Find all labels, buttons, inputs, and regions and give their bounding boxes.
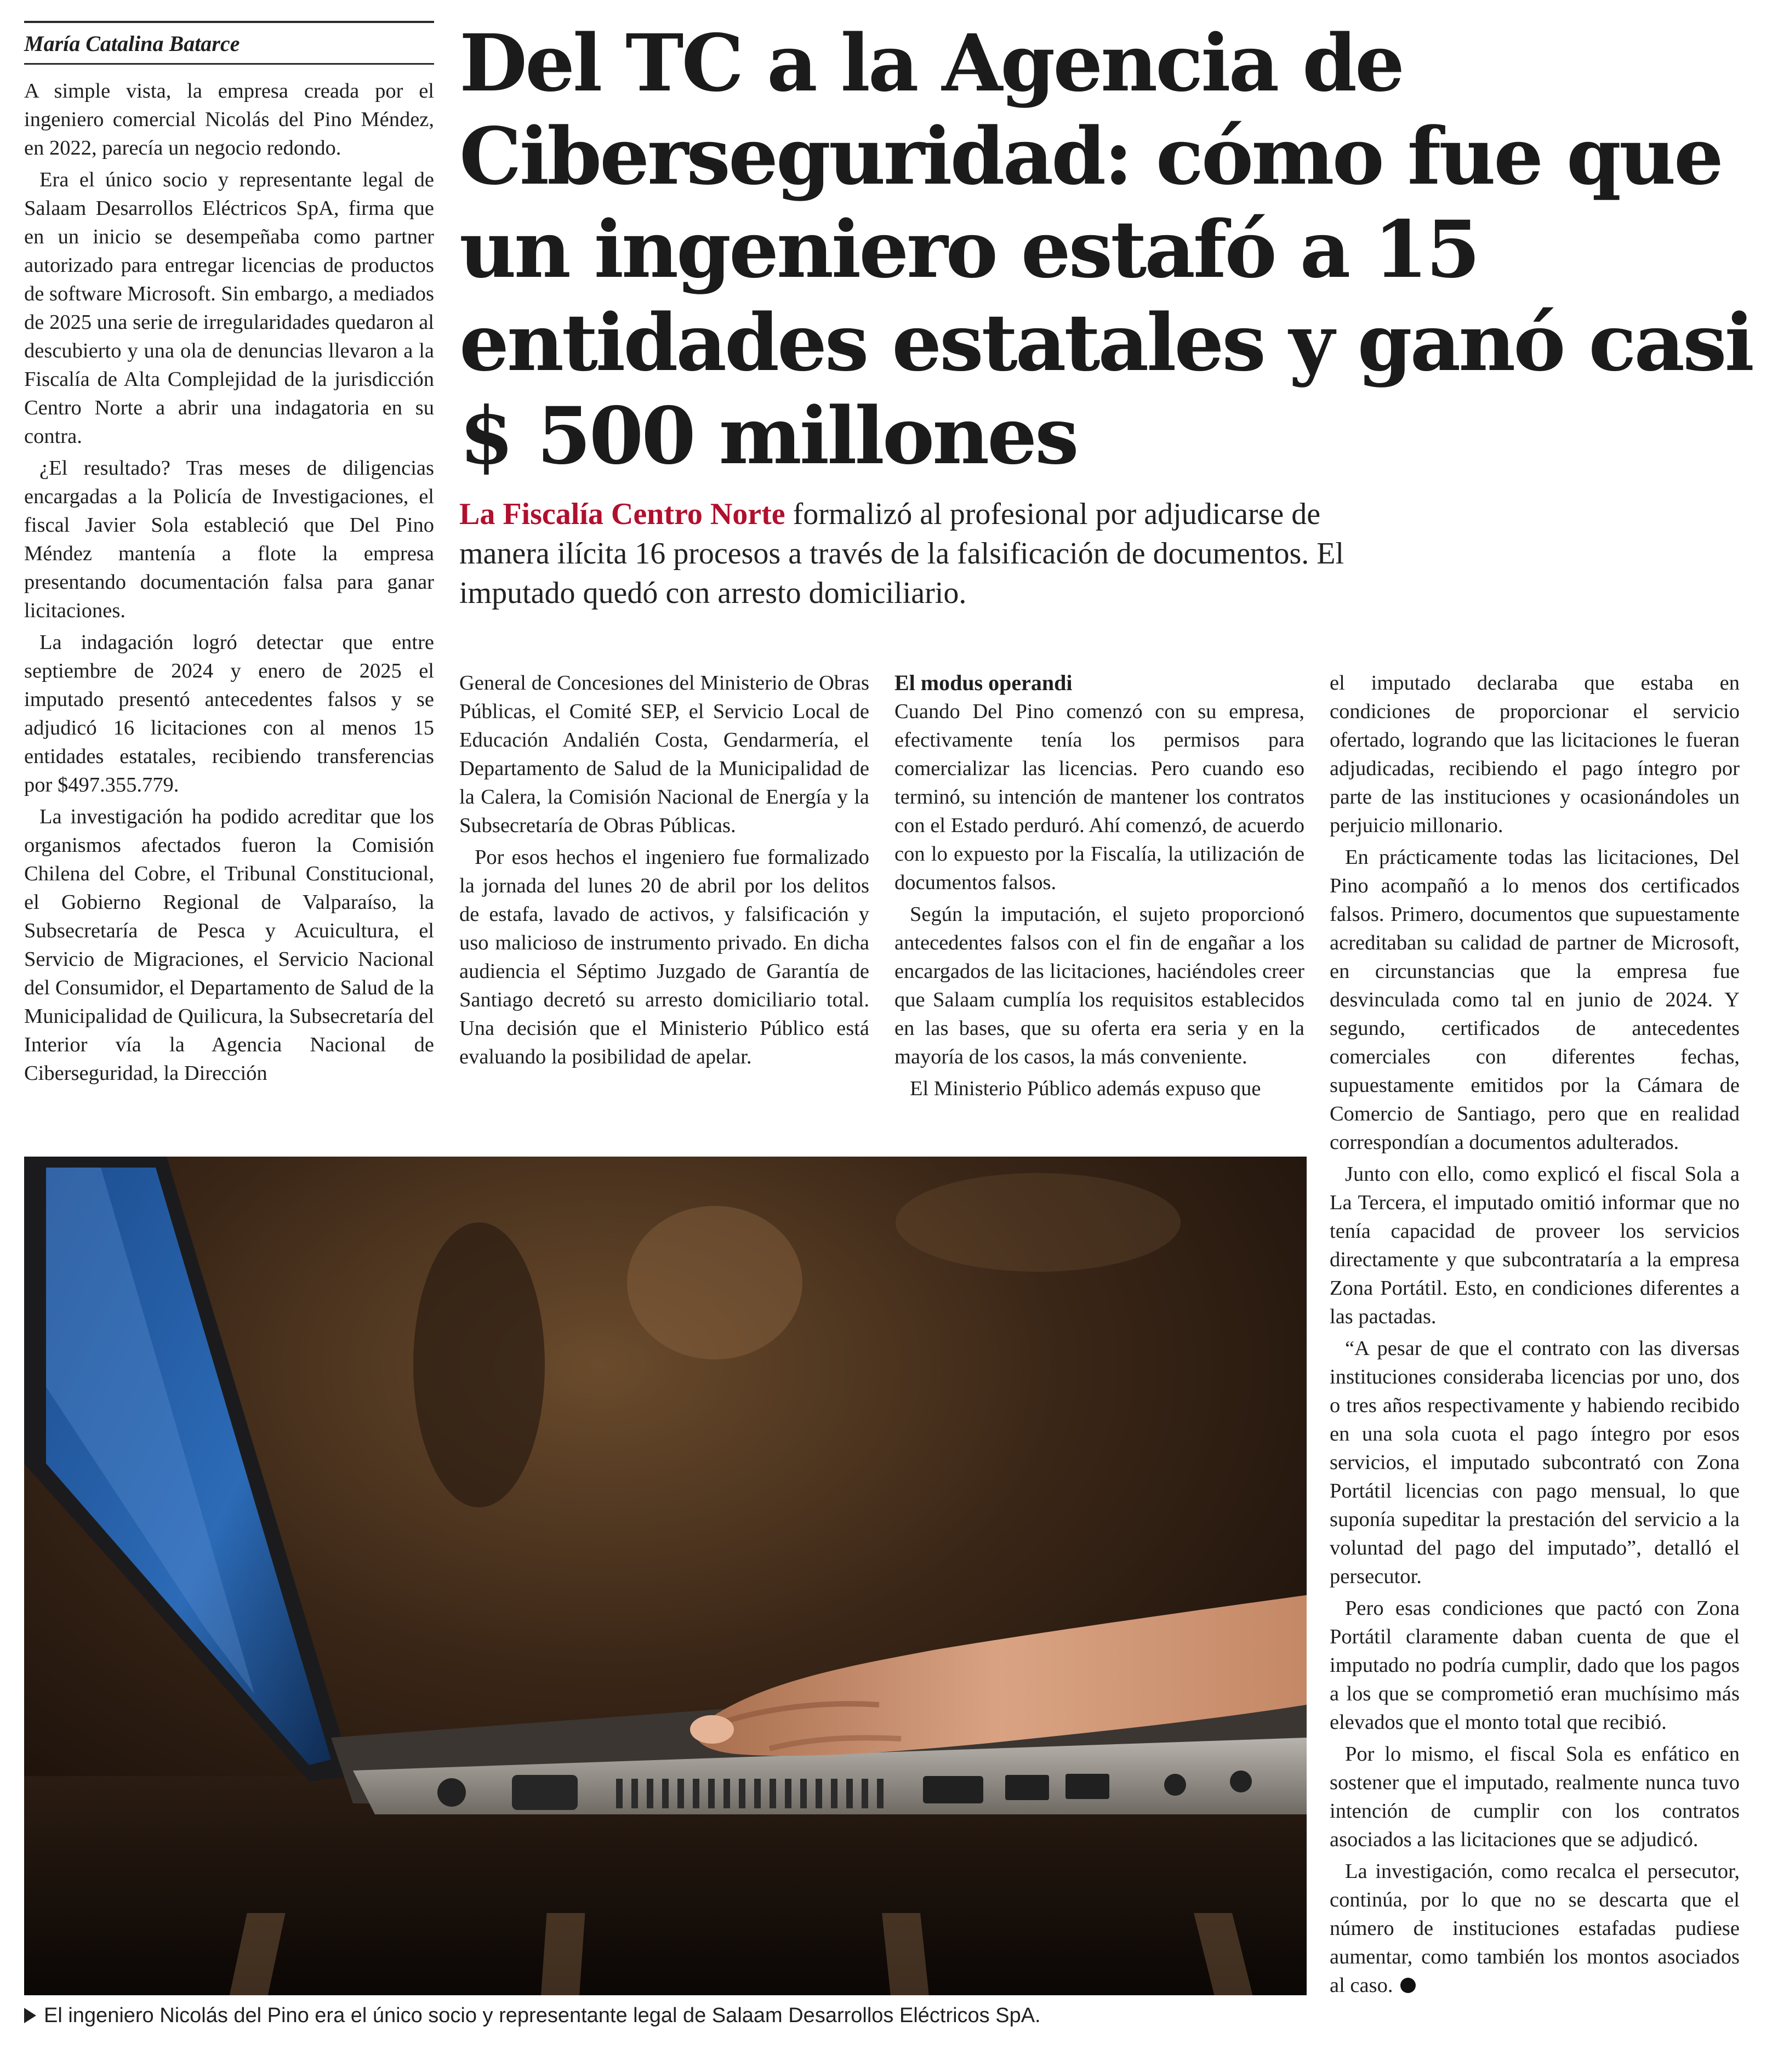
byline-block	[24, 21, 434, 65]
caption-arrow-icon	[24, 2008, 36, 2023]
column-4	[1330, 669, 1740, 2003]
author-byline: María Catalina Batarce	[24, 31, 240, 56]
paragraph: el imputado declaraba que estaba en condiciones de proporcionar el servicio ofertado, logrando que las licitaciones le fueran adjudicadas, recibiendo el pago íntegro por parte de las instituciones y ocasionándoles un perjuicio millonario.	[1330, 671, 1740, 837]
column-1	[24, 77, 434, 1091]
paragraph: La indagación logró detectar que entre septiembre de 2024 y enero de 2025 el imputado presentó antecedentes falsos y se adjudicó 16 licitaciones con al menos 15 entidades estatales, recibiendo transferencias por $497.355.779.	[24, 631, 434, 796]
paragraph: General de Concesiones del Ministerio de Obras Públicas, el Comité SEP, el Servicio Local de Educación Andalién Costa, Gendarmería, el Departamento de Salud de la Municipalidad de la Calera, la Comisión Nacional de Energía y la Subsecretaría de Obras Públicas.	[459, 671, 869, 837]
deck	[459, 494, 1413, 613]
paragraph: Por lo mismo, el fiscal Sola es enfático en sostener que el imputado, realmente nunca tuvo intención de cumplir con los contratos asociados a las licitaciones que se adjudicó.	[1330, 1743, 1740, 1851]
paragraph: Según la imputación, el sujeto proporcionó antecedentes falsos con el fin de engañar a los encargados de las licitaciones, haciéndoles creer que Salaam cumplía los requisitos establecidos en las bases, que su oferta era seria y en la mayoría de los casos, la más conveniente.	[894, 903, 1304, 1068]
caption-text: El ingeniero Nicolás del Pino era el único socio y representante legal de Salaam Desarrollos Eléctricos SpA.	[44, 2004, 1041, 2027]
paragraph: En prácticamente todas las licitaciones, Del Pino acompañó a lo menos dos certificados falsos. Primero, documentos que supuestamente acreditaban su calidad de partner de Microsoft, en circunstancias que la empresa fue desvinculada como tal en junio de 2024. Y segundo, certificados de antecedentes comerciales con diferentes fechas, supuestamente emitidos por la Cámara de Comercio de Santiago, pero que en realidad correspondían a documentos adulterados.	[1330, 846, 1740, 1154]
end-mark-icon	[1400, 1978, 1416, 1993]
paragraph: Por esos hechos el ingeniero fue formalizado la jornada del lunes 20 de abril por los delitos de estafa, lavado de activos, y falsificación y uso malicioso de instrumento privado. En dicha audiencia el Séptimo Juzgado de Garantía de Santiago decretó su arresto domiciliario total. Una decisión que el Ministerio Público está evaluando la posibilidad de apelar.	[459, 846, 869, 1068]
byline-rule	[24, 63, 434, 65]
paragraph: “A pesar de que el contrato con las diversas instituciones consideraba licencias por uno, dos o tres años respectivamente y habiendo recibido en una sola cuota el pago íntegro por esos servicios, el imputado subcontrató con Zona Portátil licencias con pago mensual, lo que suponía supeditar la prestación del servicio a la voluntad del pago del imputado”, detalló el persecutor.	[1330, 1337, 1740, 1588]
deck-lead: La Fiscalía Centro Norte	[459, 497, 785, 531]
paragraph: La investigación ha podido acreditar que los organismos afectados fueron la Comisión Chilena del Cobre, el Tribunal Constitucional, el Gobierno Regional de Valparaíso, la Subsecretaría de Pesca y Acuicultura, el Servicio de Migraciones, el Servicio Nacional del Consumidor, el Departamento de Salud de la Municipalidad de Quilicura, la Subsecretaría del Interior vía la Agencia Nacional de Ciberseguridad, la Dirección	[24, 805, 434, 1085]
paragraph: Era el único socio y representante legal de Salaam Desarrollos Eléctricos SpA, firma que en un inicio se desempeñaba como partner autorizado para entregar licencias de productos de software Microsoft. Sin embargo, a mediados de 2025 una serie de irregularidades quedaron al descubierto y una ola de denuncias llevaron a la Fiscalía de Alta Complejidad de la jurisdicción Centro Norte a abrir una indagatoria en su contra.	[24, 168, 434, 448]
article-photo	[24, 1157, 1307, 1995]
paragraph: ¿El resultado? Tras meses de diligencias encargadas a la Policía de Investigaciones, el fiscal Javier Sola estableció que Del Pino Méndez mantenía a flote la empresa presentando documentación falsa para ganar licitaciones.	[24, 457, 434, 622]
paragraph-text: La investigación, como recalca el persecutor, continúa, por lo que no se descarta que el número de instituciones estafadas pudiese aumentar, como también los montos asociados al caso.	[1330, 1860, 1740, 1997]
subhead-modus-operandi: El modus operandi	[894, 670, 1073, 695]
paragraph: Pero esas condiciones que pactó con Zona Portátil claramente daban cuenta de que el imputado no podría cumplir, dado que los pagos a los que se comprometió eran muchísimo más elevados que el monto total que recibió.	[1330, 1597, 1740, 1734]
paragraph: A simple vista, la empresa creada por el ingeniero comercial Nicolás del Pino Méndez, en 2022, parecía un negocio redondo.	[24, 79, 434, 160]
column-2	[459, 669, 869, 1074]
headline: Del TC a la Agencia de Ciberseguridad: cómo fue que un ingeniero estafó a 15 entidades estatales y ganó casi $ 500 millones	[459, 17, 1752, 482]
paragraph: Junto con ello, como explicó el fiscal Sola a La Tercera, el imputado omitió informar que no tenía capacidad de proveer los servicios directamente y que subcontrataría a la empresa Zona Portátil. Esto, en condiciones diferentes a las pactadas.	[1330, 1163, 1740, 1328]
photo-caption	[24, 2002, 1340, 2029]
column-3	[894, 669, 1304, 1106]
paragraph-last	[1330, 1857, 1740, 2000]
paragraph: El Ministerio Público además expuso que	[910, 1077, 1261, 1100]
deck-text: formalizó al profesional por adjudicarse de manera ilícita 16 procesos a través de la falsificación de documentos. El imputado quedó con arresto domiciliario.	[459, 497, 1344, 610]
paragraph: Cuando Del Pino comenzó con su empresa, efectivamente tenía los permisos para comercializar las licencias. Pero cuando eso terminó, su intención de mantener los contratos con el Estado perduró. Ahí comenzó, de acuerdo con lo expuesto por la Fiscalía, la utilización de documentos falsos.	[894, 700, 1304, 894]
